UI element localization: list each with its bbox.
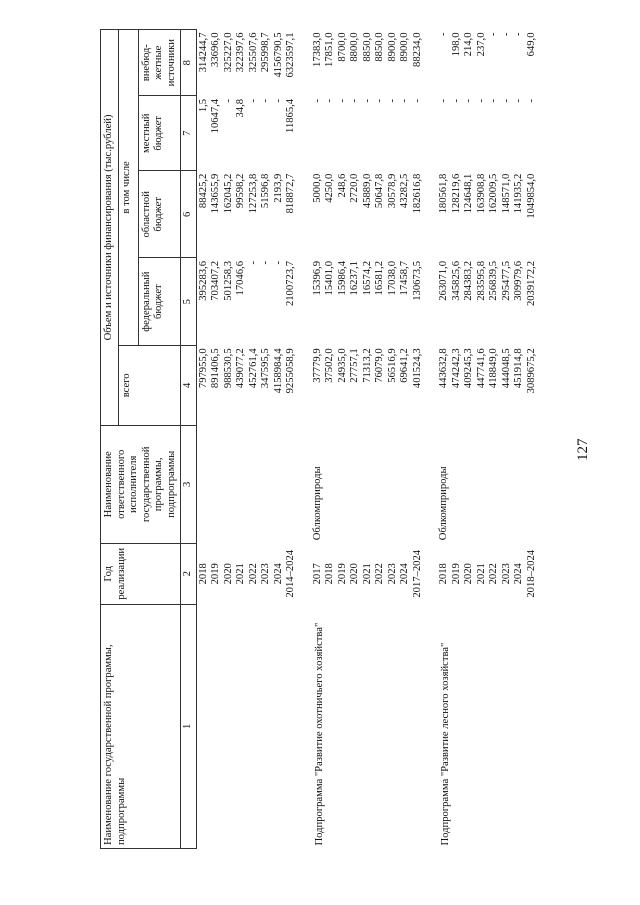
regional-values: 88425,2 143655,9 162045,2 99598,2 127253,8 51596,8 2193,9 818872,7 xyxy=(197,173,296,214)
header-local: местный бюджет xyxy=(138,96,181,171)
column-number: 7 xyxy=(181,96,197,171)
table-row xyxy=(424,30,538,849)
program-name: Подпрограмма "Развитие лесного хозяйства" xyxy=(440,642,451,846)
regional-values: 5000,0 4250,0 248,6 2720,0 45889,0 50647,8 30578,9 43282,5 182616,8 xyxy=(311,173,423,214)
years: 2018 2019 2020 2021 2022 2023 2024 2018–2024 xyxy=(438,549,537,598)
federal-values: 263071,0 345825,6 284383,2 283595,8 256839,5 295477,5 309979,6 2039172,2 xyxy=(438,261,537,307)
header-executor: Наименование ответственного исполнителя государственной программы, подпрограммы xyxy=(101,425,181,543)
local-values: - - - - - - - - xyxy=(438,98,537,103)
extra-values: 314244,7 33696,0 325227,0 322397,6 325507,6 295998,7 4156790,5 6323597,1 xyxy=(197,32,296,78)
federal-values: 15396,9 15401,0 15986,4 16237,1 16574,2 16581,2 17038,0 17458,7 130673,5 xyxy=(311,261,423,301)
executor xyxy=(196,425,298,543)
column-number: 4 xyxy=(181,345,197,425)
column-number: 3 xyxy=(181,425,197,543)
header-extra: внебюд-жетные источники xyxy=(138,30,181,96)
program-name: Подпрограмма "Развитие охотничьего хозяйства" xyxy=(313,622,325,846)
column-number: 5 xyxy=(181,258,197,345)
executor: Облкомприроды xyxy=(311,466,323,541)
table-row xyxy=(196,30,298,849)
extra-values: - 198,0 214,0 237,0 - - - 649,0 xyxy=(438,32,537,57)
column-number: 8 xyxy=(181,30,197,96)
header-total: всего xyxy=(118,345,181,425)
page-number: 127 xyxy=(575,438,591,461)
program-name xyxy=(196,604,298,848)
years: 2018 2019 2020 2021 2022 2023 2024 2014–2024 xyxy=(197,549,296,598)
executor: Облкомприроды xyxy=(438,466,449,541)
local-values: - - - - - - - - - xyxy=(311,98,423,103)
header-regional: областной бюджет xyxy=(138,171,181,258)
local-values: 1,5 10647,4 - 34,8 - - - 11865,4 xyxy=(197,98,296,134)
funding-table xyxy=(100,29,538,849)
header-including: в том числе xyxy=(118,30,138,346)
years: 2017 2018 2019 2020 2021 2022 2023 2024 2017–2024 xyxy=(311,549,423,598)
header-funding-group: Объем и источники финансирования (тыс.рублей) xyxy=(101,30,119,426)
regional-values: 180561,8 128219,6 124648,1 163908,8 162009,5 148571,0 141935,2 1049854,0 xyxy=(438,173,537,219)
column-number: 6 xyxy=(181,171,197,258)
header-year: Год реализации xyxy=(101,543,181,604)
total-values: 37779,9 37502,0 24935,0 27757,1 71313,2 76079,0 56516,9 69641,2 401524,3 xyxy=(311,348,423,389)
header-federal: федеральный бюджет xyxy=(138,258,181,345)
column-number: 2 xyxy=(181,543,197,604)
extra-values: 17383,0 17851,0 8700,0 8800,0 8850,0 8850,0 8900,0 8900,0 88234,0 xyxy=(311,32,423,67)
total-values: 443632,8 474242,3 409245,3 447741,6 418849,0 444048,5 451914,8 3089675,2 xyxy=(438,348,537,394)
federal-values: 395283,6 703407,2 501258,3 17046,6 - - - 2100723,7 xyxy=(197,261,296,307)
total-values: 797955,0 891406,5 988530,5 439077,2 452761,4 347595,5 4158984,4 9255058,9 xyxy=(197,348,296,394)
header-program-name: Наименование государственной программы, подпрограммы xyxy=(101,604,181,848)
column-number: 1 xyxy=(181,604,197,848)
table-row xyxy=(298,30,425,849)
